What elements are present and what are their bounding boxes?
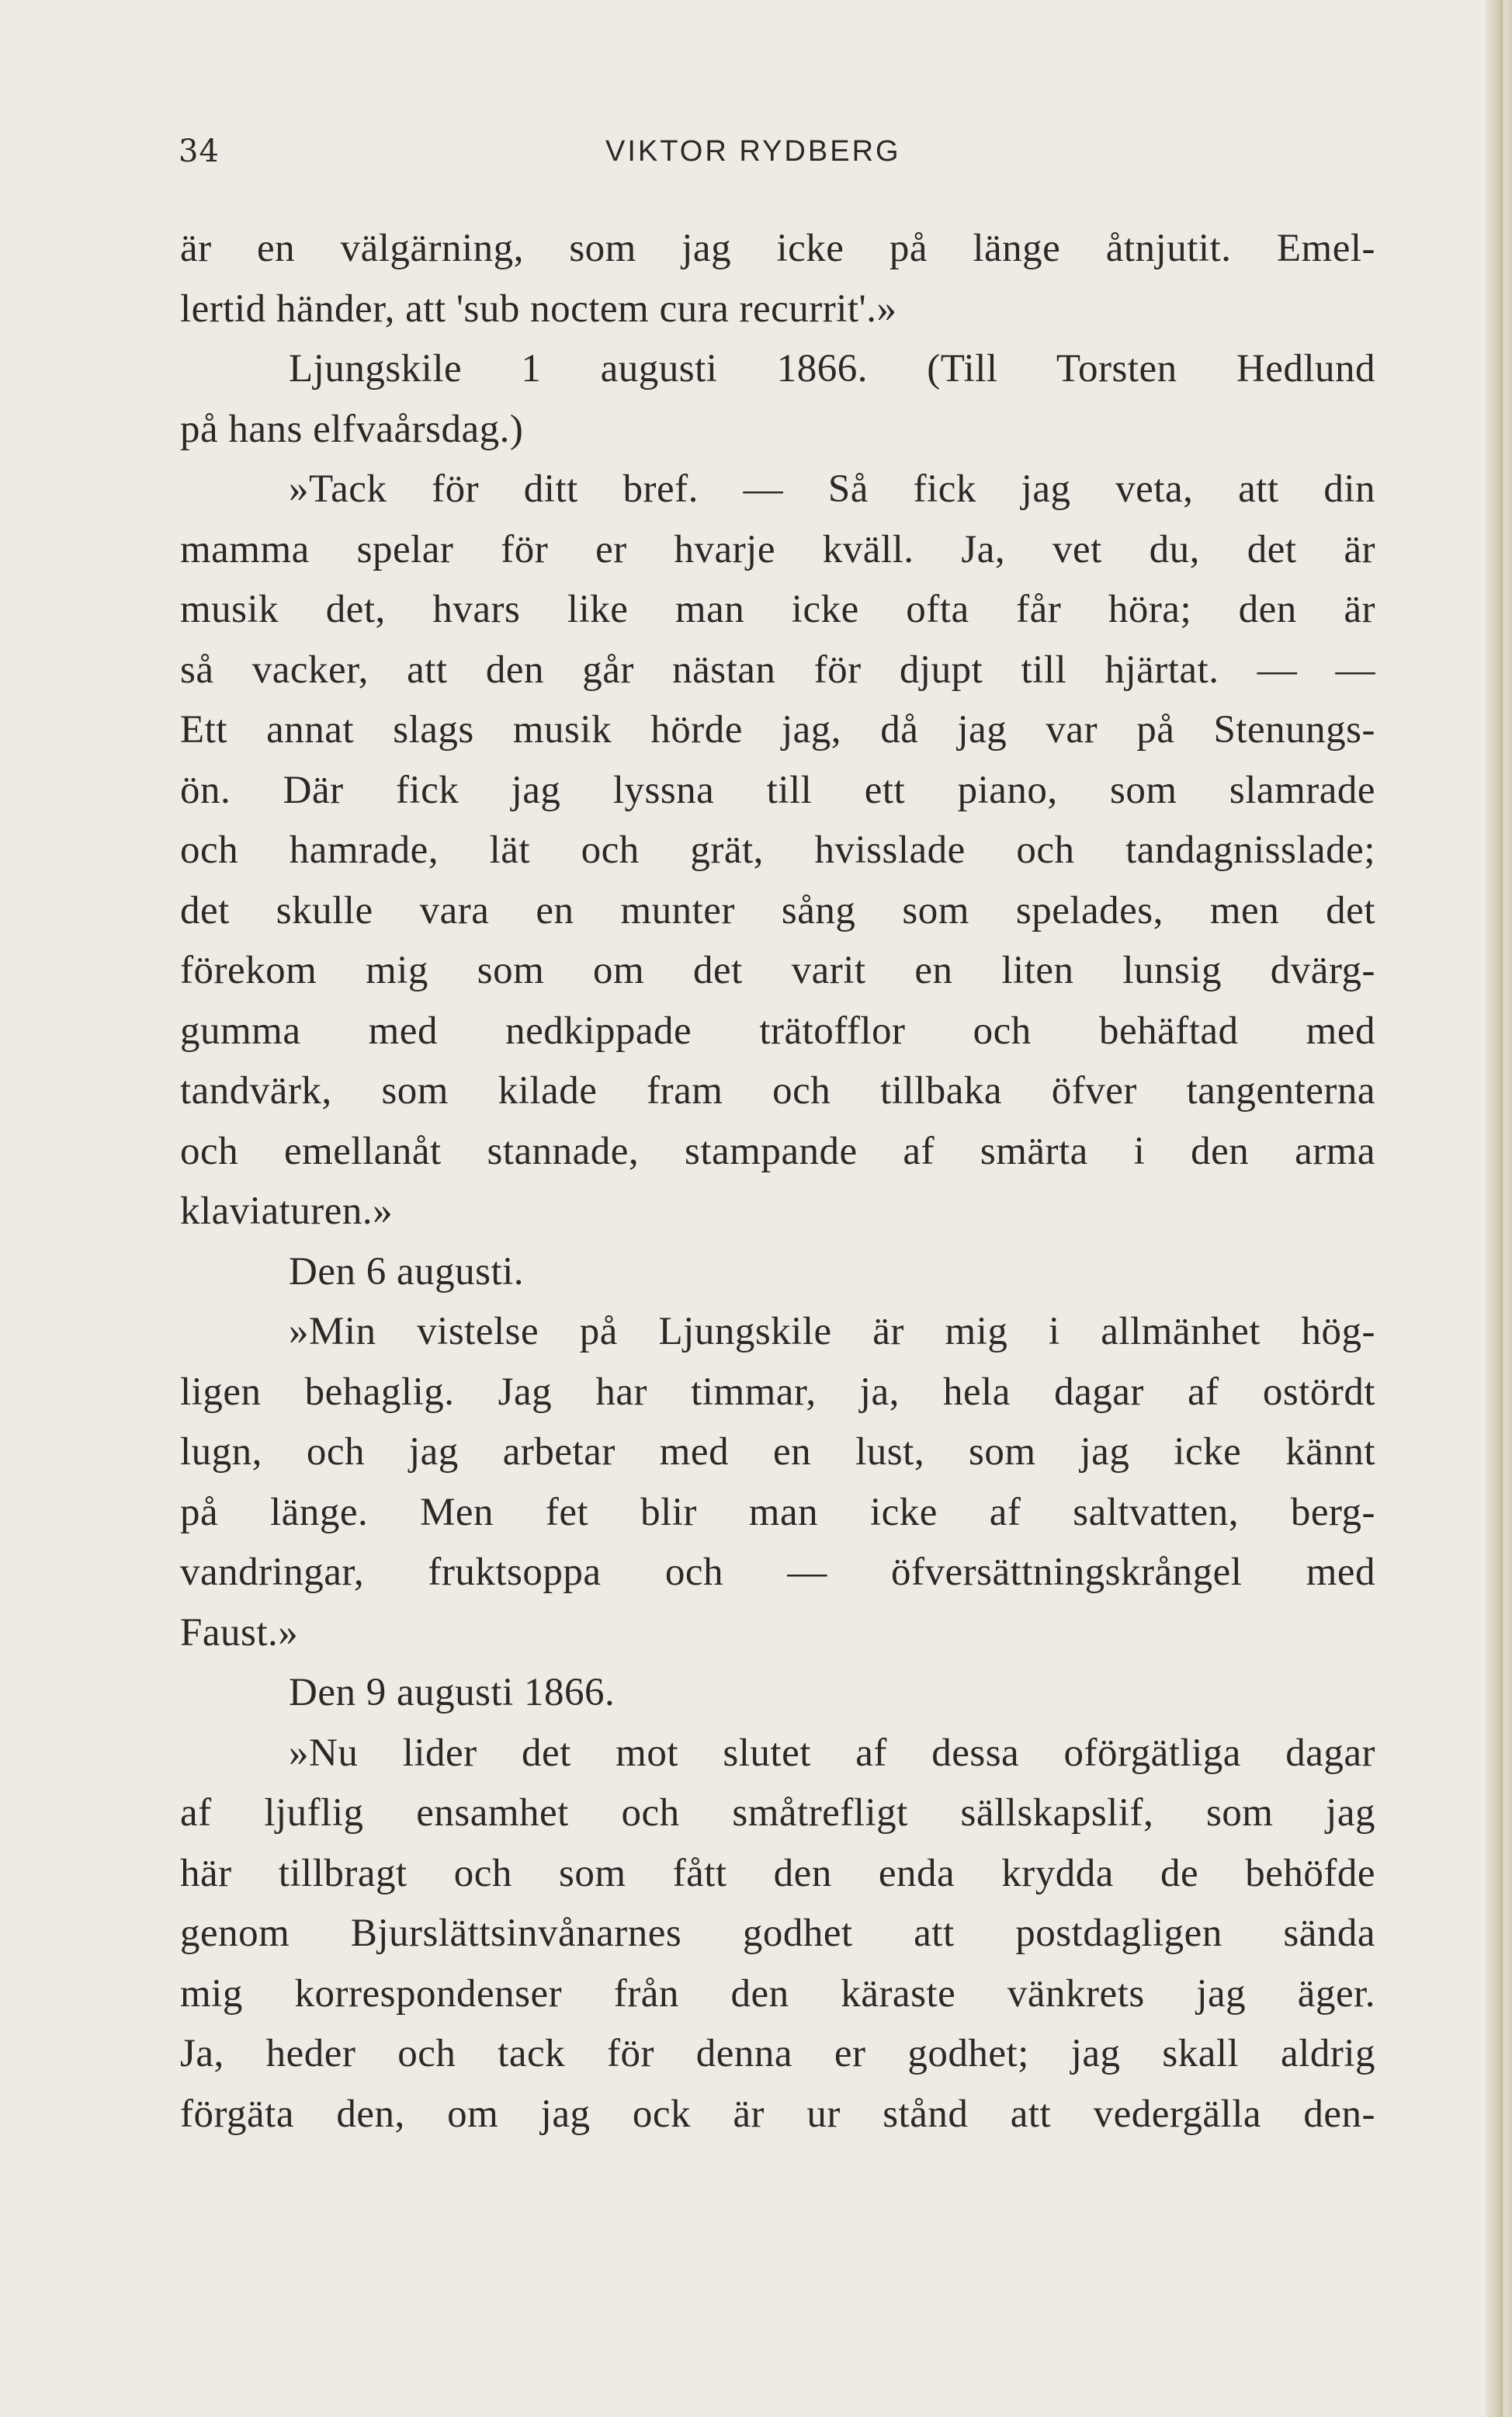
page-number: 34 [179, 134, 220, 169]
text-line: tandvärk, som kilade fram och tillbaka öfver tangenterna [180, 1069, 1375, 1113]
text-line: genom Bjurslättsinvånarnes godhet att postdagligen sända [180, 1912, 1375, 1955]
text-line: på hans elfvaårsdag.) [180, 407, 524, 451]
text-line: musik det, hvars like man icke ofta får höra; den är [180, 588, 1375, 631]
text-line: ligen behaglig. Jag har timmar, ja, hela dagar af ostördt [180, 1370, 1375, 1414]
text-line: Den 9 augusti 1866. [289, 1671, 616, 1714]
body-text [180, 219, 1375, 2144]
text-line: »Nu lider det mot slutet af dessa oförgätliga dagar [289, 1731, 1375, 1775]
text-line: på länge. Men fet blir man icke af saltvatten, berg- [180, 1490, 1375, 1534]
text-line: ön. Där fick jag lyssna till ett piano, som slamrade [180, 768, 1375, 812]
text-line: »Min vistelse på Ljungskile är mig i allmänhet hög- [289, 1310, 1375, 1353]
text-line: Den 6 augusti. [289, 1249, 525, 1294]
text-line: lertid händer, att 'sub noctem cura recurrit'.» [180, 286, 897, 331]
text-line: så vacker, att den går nästan för djupt till hjärtat. — — [180, 648, 1375, 692]
running-head: VIKTOR RYDBERG [605, 135, 901, 168]
text-line: Ja, heder och tack för denna er godhet; jag skall aldrig [180, 2032, 1375, 2075]
text-line: lugn, och jag arbetar med en lust, som jag icke kännt [180, 1430, 1375, 1474]
page-header [179, 134, 1366, 180]
text-line: af ljuflig ensamhet och småtrefligt sällskapslif, som jag [180, 1791, 1375, 1835]
text-line: och hamrade, lät och grät, hvisslade och tandagnisslade; [180, 828, 1375, 872]
text-line: det skulle vara en munter sång som spelades, men det [180, 888, 1375, 932]
text-line: mig korrespondenser från den käraste vänkrets jag äger. [180, 1971, 1375, 2016]
text-line: Faust.» [180, 1610, 299, 1655]
text-line: förekom mig som om det varit en liten lunsig dvärg- [180, 949, 1375, 992]
text-line: klaviaturen.» [180, 1189, 394, 1233]
text-line: här tillbragt och som fått den enda krydda de behöfde [180, 1851, 1375, 1895]
page-edge [1486, 0, 1512, 2417]
text-line: »Tack för ditt bref. — Så fick jag veta, att din [289, 467, 1375, 511]
text-line: vandringar, fruktsoppa och — öfversättningskrångel med [180, 1551, 1375, 1594]
text-line: är en välgärning, som jag icke på länge åtnjutit. Emel- [180, 227, 1375, 270]
text-line: och emellanåt stannade, stampande af smärta i den arma [180, 1129, 1375, 1173]
text-line: Ett annat slags musik hörde jag, då jag var på Stenungs- [180, 708, 1375, 752]
text-line: gumma med nedkippade trätofflor och behäftad med [180, 1009, 1375, 1053]
text-line: mamma spelar för er hvarje kväll. Ja, vet du, det är [180, 527, 1375, 571]
text-line: Ljungskile 1 augusti 1866. (Till Torsten Hedlund [289, 347, 1375, 391]
page-edge-line [1500, 0, 1503, 2417]
text-line: förgäta den, om jag ock är ur stånd att vedergälla den- [180, 2092, 1375, 2136]
